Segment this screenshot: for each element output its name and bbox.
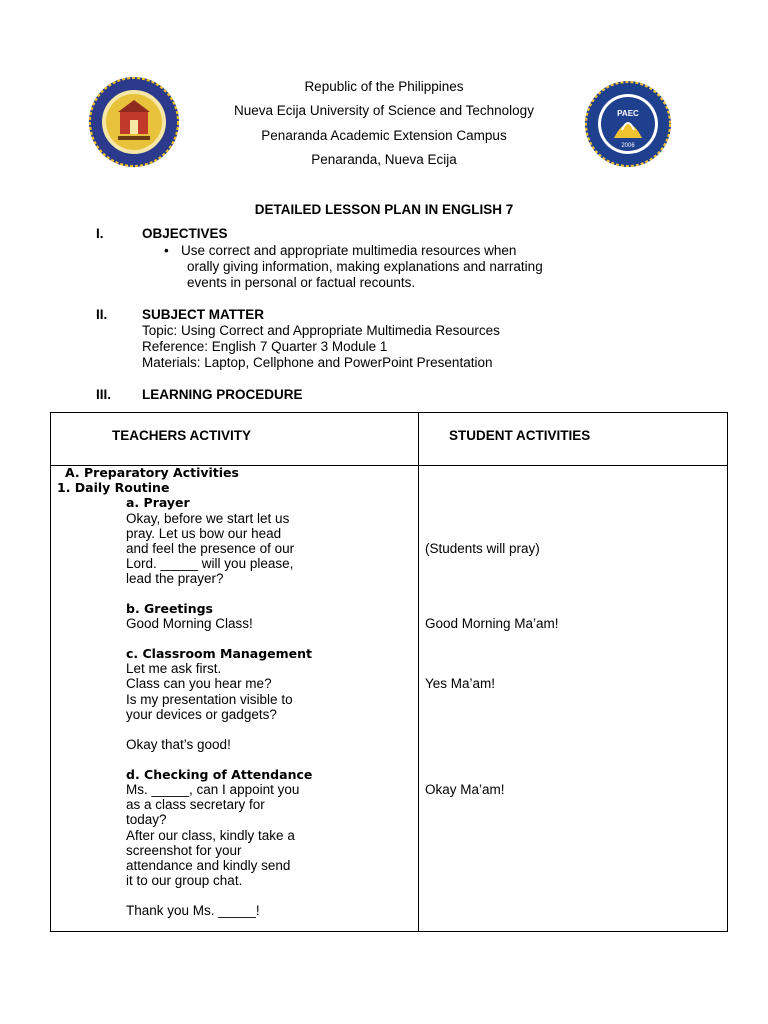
column-divider	[418, 413, 419, 931]
att-line-5: screenshot for your	[126, 843, 242, 858]
procedure-number: III.	[96, 387, 112, 402]
subject-materials: Materials: Laptop, Cellphone and PowerPoint Presentation	[142, 355, 493, 370]
objective-line-3: events in personal or factual recounts.	[187, 275, 416, 290]
teachers-activity-header: TEACHERS ACTIVITY	[112, 428, 252, 443]
header-university: Nueva Ecija University of Science and Technology	[234, 103, 534, 118]
header-republic: Republic of the Philippines	[304, 79, 464, 94]
att-line-7: it to our group chat.	[126, 873, 243, 888]
cm-line-1: Let me ask first.	[126, 661, 222, 676]
greetings-heading: b. Greetings	[126, 601, 213, 616]
header-location: Penaranda, Nueva Ecija	[311, 152, 457, 167]
preparatory-activities: A. Preparatory Activities	[65, 465, 239, 480]
classroom-management-heading: c. Classroom Management	[126, 646, 313, 661]
cm-line-4: your devices or gadgets?	[126, 707, 277, 722]
student-yes: Yes Ma’am!	[425, 676, 496, 691]
att-line-1: Ms. _____, can I appoint you	[126, 782, 300, 797]
subject-matter-heading: SUBJECT MATTER	[142, 307, 265, 322]
subject-reference: Reference: English 7 Quarter 3 Module 1	[142, 339, 388, 354]
logo-year: 2006	[621, 143, 635, 149]
subject-topic: Topic: Using Correct and Appropriate Multimedia Resources	[142, 323, 500, 338]
prayer-heading: a. Prayer	[126, 495, 190, 510]
cm-okay: Okay that’s good!	[126, 737, 231, 752]
student-okay: Okay Ma’am!	[425, 782, 505, 797]
prayer-line-2: pray. Let us bow our head	[126, 526, 282, 541]
objective-line-1: Use correct and appropriate multimedia resources when	[181, 243, 517, 258]
logo-text: PAEC	[617, 109, 639, 118]
student-greet: Good Morning Ma’am!	[425, 616, 559, 631]
objective-line-2: orally giving information, making explanations and narrating	[187, 259, 543, 274]
objectives-number: I.	[96, 226, 104, 241]
daily-routine: 1. Daily Routine	[57, 480, 170, 495]
att-line-4: After our class, kindly take a	[126, 828, 295, 843]
lesson-procedure-table	[50, 412, 728, 932]
student-pray: (Students will pray)	[425, 541, 540, 556]
subject-matter-number: II.	[96, 307, 108, 322]
objectives-heading: OBJECTIVES	[142, 226, 228, 241]
objectives-bullet: •	[164, 243, 169, 258]
att-line-6: attendance and kindly send	[126, 858, 291, 873]
prayer-line-3: and feel the presence of our	[126, 541, 295, 556]
procedure-heading: LEARNING PROCEDURE	[142, 387, 303, 402]
thank-you-line: Thank you Ms. _____!	[126, 903, 260, 918]
greetings-line: Good Morning Class!	[126, 616, 253, 631]
cm-line-3: Is my presentation visible to	[126, 692, 293, 707]
cm-line-2: Class can you hear me?	[126, 676, 272, 691]
att-line-2: as a class secretary for	[126, 797, 265, 812]
student-activities-header: STUDENT ACTIVITIES	[449, 428, 591, 443]
prayer-line-5: lead the prayer?	[126, 571, 224, 586]
attendance-heading: d. Checking of Attendance	[126, 767, 313, 782]
prayer-line-4: Lord. _____ will you please,	[126, 556, 294, 571]
header-campus: Penaranda Academic Extension Campus	[261, 128, 507, 143]
document-title: DETAILED LESSON PLAN IN ENGLISH 7	[254, 202, 514, 217]
prayer-line-1: Okay, before we start let us	[126, 511, 290, 526]
att-line-3: today?	[126, 812, 167, 827]
